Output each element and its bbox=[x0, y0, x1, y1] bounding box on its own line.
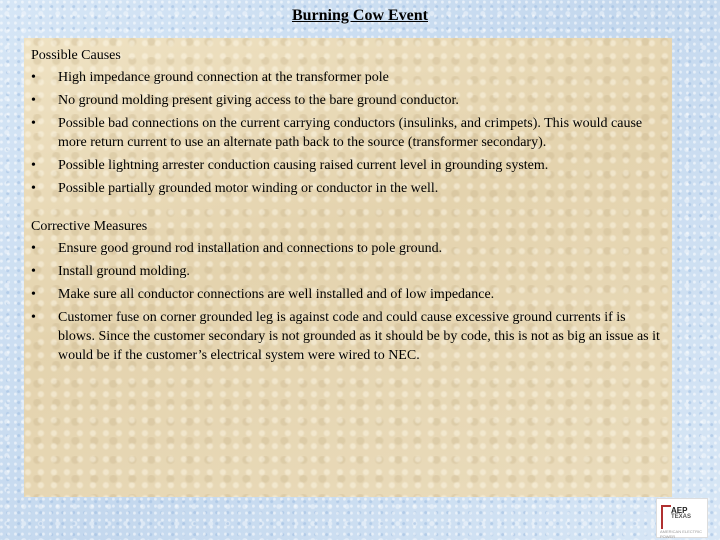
bullet-icon: • bbox=[31, 181, 36, 196]
measure-text: Customer fuse on corner grounded leg is against code and could cause excessive ground currents if is blows. Since the customer secondary is not grounded as it should be by code, this is not as big an issue as it would be if the customer’s electrical system were wired to NEC. bbox=[58, 310, 660, 363]
possible-causes-list bbox=[31, 68, 661, 198]
logo-tagline: AMERICAN ELECTRIC POWER bbox=[660, 529, 703, 539]
cause-text: High impedance ground connection at the transformer pole bbox=[58, 70, 389, 85]
measure-item bbox=[31, 285, 661, 304]
bullet-icon: • bbox=[31, 116, 36, 131]
measure-text: Install ground molding. bbox=[58, 264, 190, 279]
logo-text: AEP bbox=[671, 506, 688, 515]
bullet-icon: • bbox=[31, 70, 36, 85]
cause-text: Possible lightning arrester conduction causing raised current level in grounding system. bbox=[58, 158, 549, 173]
bullet-icon: • bbox=[31, 287, 36, 302]
cause-item bbox=[31, 156, 661, 175]
bullet-icon: • bbox=[31, 310, 36, 325]
logo-mark-icon bbox=[661, 505, 671, 529]
measure-item bbox=[31, 308, 661, 365]
measure-text: Ensure good ground rod installation and connections to pole ground. bbox=[58, 241, 443, 256]
logo-subtext: TEXAS bbox=[671, 514, 692, 520]
measure-text: Make sure all conductor connections are well installed and of low impedance. bbox=[58, 287, 495, 302]
cause-text: Possible partially grounded motor winding or conductor in the well. bbox=[58, 181, 439, 196]
bullet-icon: • bbox=[31, 93, 36, 108]
possible-causes-heading: Possible Causes bbox=[31, 48, 121, 63]
cause-text: Possible bad connections on the current carrying conductors (insulinks, and crimpets). This would cause more return current to use an alternate path back to the source (transformer secondary). bbox=[58, 116, 643, 150]
section-spacer bbox=[31, 202, 661, 217]
bullet-icon: • bbox=[31, 158, 36, 173]
bullet-icon: • bbox=[31, 241, 36, 256]
cause-item bbox=[31, 114, 661, 152]
slide-body bbox=[31, 46, 661, 369]
cause-text: No ground molding present giving access to the bare ground conductor. bbox=[58, 93, 459, 108]
cause-item bbox=[31, 68, 661, 87]
bullet-icon: • bbox=[31, 264, 36, 279]
measure-item bbox=[31, 262, 661, 281]
cause-item bbox=[31, 91, 661, 110]
corrective-measures-heading: Corrective Measures bbox=[31, 219, 148, 234]
slide-title: Burning Cow Event bbox=[291, 7, 429, 24]
corrective-measures-list bbox=[31, 239, 661, 365]
cause-item bbox=[31, 179, 661, 198]
company-logo bbox=[656, 498, 708, 538]
measure-item bbox=[31, 239, 661, 258]
